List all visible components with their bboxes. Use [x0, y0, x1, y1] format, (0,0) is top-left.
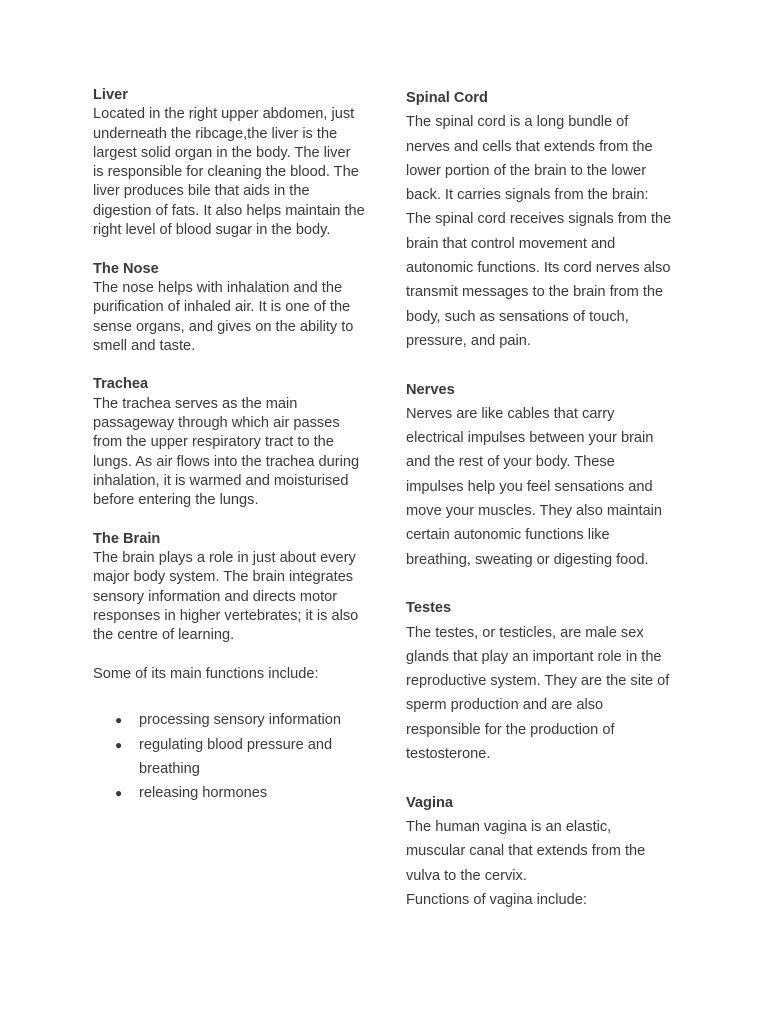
section-title: Nerves — [406, 381, 455, 398]
section-title: Spinal Cord — [406, 90, 488, 106]
section-title: The Brain — [93, 530, 161, 547]
section-vagina — [406, 791, 674, 912]
bullet-icon: ● — [115, 786, 123, 801]
right-column — [406, 86, 674, 912]
list-item-text: regulating blood pressure and breathing — [139, 736, 333, 777]
list-item — [93, 781, 365, 805]
list-item — [93, 708, 365, 732]
section-body: The nose helps with inhalation and the purification of inhaled air. It is one of the sense organs, and gives on the ability to smell and taste. — [93, 279, 354, 354]
section-body: Located in the right upper abdomen, just underneath the ribcage,the liver is the largest solid organ in the body. The liver is responsible for cleaning the blood. The liver produces bile that aids in the digestion of fats. It also helps maintain the right level of blood sugar in the body. — [93, 106, 365, 239]
bullet-icon: ● — [115, 737, 123, 752]
functions-intro: Some of its main functions include: — [93, 665, 319, 682]
section-body: The brain plays a role in just about every major body system. The brain integrates sensory information and directs motor responses in higher vertebrates; it is also the centre of learning. — [93, 550, 359, 644]
section-body: The trachea serves as the main passageway through which air passes from the upper respiratory tract to the lungs. As air flows into the trachea during inhalation, it is warmed and moisturised before entering the lungs. — [93, 395, 360, 509]
section-testes — [406, 596, 674, 766]
section-trachea — [93, 375, 365, 510]
section-nerves — [406, 378, 674, 572]
section-body: The human vagina is an elastic, muscular canal that extends from the vulva to the cervix. — [406, 818, 646, 884]
section-body: The spinal cord is a long bundle of nerves and cells that extends from the lower portion of the brain to the lower back. It carries signals from the brain: The spinal cord receives signals from the brain that control movement and autonomic functions. Its cord nerves also transmit messages to the brain from the body, such as sensations of touch, pressure, and pain. — [406, 114, 672, 349]
section-title: Liver — [93, 87, 128, 103]
section-title: Trachea — [93, 376, 149, 393]
list-item-text: processing sensory information — [139, 712, 341, 729]
section-brain — [93, 530, 365, 646]
section-body: Nerves are like cables that carry electrical impulses between your brain and the rest of your body. These impulses help you feel sensations and move your muscles. They also maintain certain autonomic functions like breathing, sweating or digesting food. — [406, 405, 663, 568]
vagina-functions-intro: Functions of vagina include: — [406, 891, 587, 908]
section-title: Vagina — [406, 794, 454, 811]
functions-list — [93, 708, 365, 805]
list-item-text: releasing hormones — [139, 785, 268, 802]
section-liver — [93, 86, 365, 240]
list-item — [93, 733, 365, 782]
section-body: The testes, or testicles, are male sex glands that play an important role in the reproductive system. They are the site of sperm production and are also responsible for the production of testosterone. — [406, 624, 670, 763]
left-column — [93, 86, 365, 805]
section-title: The Nose — [93, 260, 159, 277]
section-title: Testes — [406, 600, 452, 617]
bullet-icon: ● — [115, 713, 123, 728]
section-spinal-cord — [406, 86, 674, 353]
section-nose — [93, 260, 365, 356]
